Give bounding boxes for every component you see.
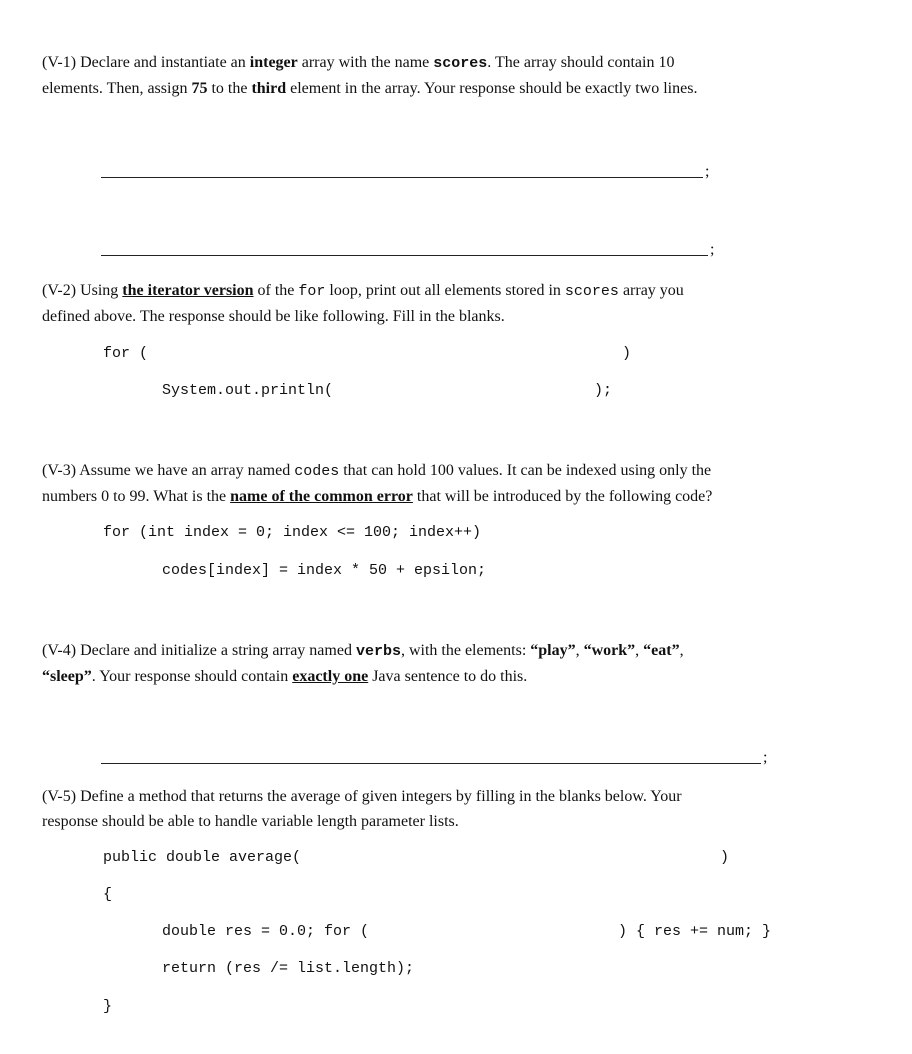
question-v2: (V-2) Using the iterator version of the for loop, print out all elements stored in scores array you defined above. The response should be like following. Fill in the blanks.	[42, 282, 684, 325]
code-for: for	[298, 283, 326, 300]
semicolon-1: ;	[705, 163, 710, 180]
element-sleep: “sleep”	[42, 668, 92, 685]
question-v3: (V-3) Assume we have an array named codes that can hold 100 values. It can be indexed using only the numbers 0 to 99. What is the name of the common error that will be introduced by the following code?	[42, 462, 713, 505]
code-for-loop: for (int index = 0; index <= 100; index++)	[103, 524, 482, 541]
code-body-start: double res = 0.0; for (	[162, 923, 370, 940]
iterator-version-emphasis: the iterator version	[122, 282, 254, 299]
question-v5: (V-5) Define a method that returns the average of given integers by filling in the blanks below. Your response should be able to handle variable length parameter lists.	[42, 788, 682, 830]
code-open-brace: {	[103, 886, 113, 903]
code-println-open: System.out.println(	[162, 382, 334, 399]
common-error-emphasis: name of the common error	[230, 488, 413, 505]
element-work: “work”	[583, 642, 636, 659]
code-codes: codes	[294, 463, 340, 480]
code-return: return (res /= list.length);	[162, 960, 415, 977]
code-for-open: for (	[103, 345, 149, 362]
code-assignment: codes[index] = index * 50 + epsilon;	[162, 562, 487, 579]
exactly-one-emphasis: exactly one	[292, 668, 369, 685]
code-signature-close: )	[720, 849, 730, 866]
number-75: 75	[191, 80, 208, 97]
code-scores: scores	[433, 55, 488, 72]
question-v4: (V-4) Declare and initialize a string array named verbs, with the elements: “play”, “work”, “eat”, “sleep”. Your response should contain exactly one Java sentence to do this.	[42, 642, 684, 685]
question-v1: (V-1) Declare and instantiate an integer array with the name scores. The array should contain 10 elements. Then, assign 75 to the third element in the array. Your response should be exactly two lines.	[42, 54, 698, 97]
keyword-integer: integer	[249, 54, 298, 71]
code-println-close: );	[594, 382, 613, 399]
code-close-brace: }	[103, 998, 113, 1015]
code-scores: scores	[564, 283, 619, 300]
element-play: “play”	[530, 642, 576, 659]
semicolon-3: ;	[763, 749, 768, 766]
code-verbs: verbs	[355, 643, 401, 660]
code-for-close: )	[622, 345, 632, 362]
code-method-signature: public double average(	[103, 849, 302, 866]
answer-blank-1[interactable]	[101, 177, 703, 178]
answer-blank-2[interactable]	[101, 255, 708, 256]
code-body-end: ) { res += num; }	[618, 923, 772, 940]
answer-blank-3[interactable]	[101, 763, 761, 764]
keyword-third: third	[251, 80, 287, 97]
semicolon-2: ;	[710, 241, 715, 258]
element-eat: “eat”	[643, 642, 680, 659]
